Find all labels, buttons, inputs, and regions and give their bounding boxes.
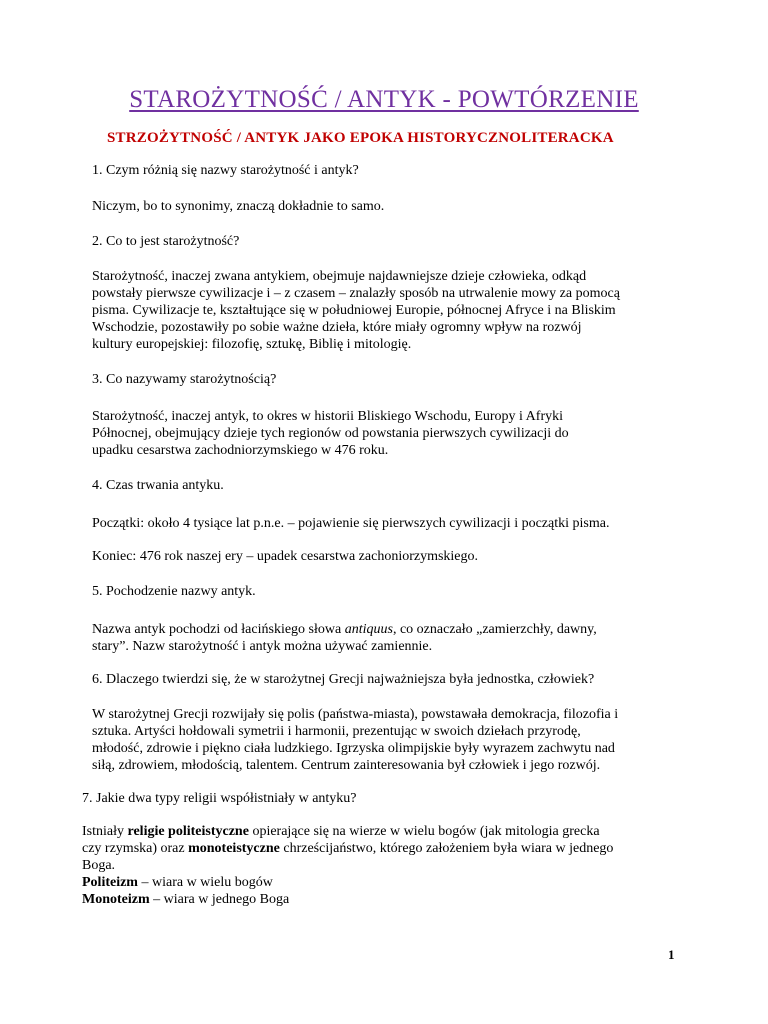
- definition-monotheism: [82, 891, 289, 909]
- answer-5-text: Nazwa antyk pochodzi od łacińskiego słowa: [92, 622, 345, 637]
- answer-7-text: chrześcijaństwo, którego założeniem była wiara w jednego: [279, 841, 614, 856]
- answer-7-line: [82, 823, 600, 841]
- answer-2-line: pisma. Cywilizacje te, kształtujące się w południowej Europie, północnej Afryce i na Bliskim: [92, 303, 616, 318]
- answer-6-line: młodość, zdrowie i piękno ciała ludzkiego. Igrzyska olimpijskie były wyrazem zachwytu nad: [92, 741, 615, 756]
- definition-text: – wiara w wielu bogów: [137, 875, 273, 890]
- answer-5-line: [92, 621, 597, 639]
- latin-word: antiquus: [344, 622, 393, 637]
- question-4: 4. Czas trwania antyku.: [92, 478, 224, 493]
- page-number: 1: [668, 947, 675, 962]
- answer-1: Niczym, bo to synonimy, znaczą dokładnie to samo.: [92, 199, 385, 214]
- answer-6-line: siłą, zdrowiem, młodością, talentem. Centrum zainteresowania był człowiek i jego rozwój.: [92, 758, 601, 773]
- answer-5-line: stary”. Nazw starożytność i antyk można używać zamiennie.: [92, 639, 433, 654]
- antiquity-start: Początki: około 4 tysiące lat p.n.e. – pojawienie się pierwszych cywilizacji i początki pisma.: [92, 516, 610, 531]
- definition-polytheism: [82, 874, 273, 892]
- term-polytheistic: religie politeistyczne: [127, 824, 249, 839]
- answer-2-line: Wschodzie, pozostawiły po sobie ważne dzieła, które miały ogromny wpływ na rozwój: [92, 320, 582, 335]
- answer-3-line: Starożytność, inaczej antyk, to okres w historii Bliskiego Wschodu, Europy i Afryki: [92, 409, 563, 424]
- answer-7-text: opierające się na wierze w wielu bogów (jak mitologia grecka: [248, 824, 600, 839]
- answer-2-line: kultury europejskiej: filozofię, sztukę, Biblię i mitologię.: [92, 337, 412, 352]
- answer-7-line: Boga.: [82, 858, 116, 873]
- question-5: 5. Pochodzenie nazwy antyk.: [92, 584, 256, 599]
- question-3: 3. Co nazywamy starożytnością?: [92, 372, 277, 387]
- question-1: 1. Czym różnią się nazwy starożytność i antyk?: [92, 163, 359, 178]
- answer-3-line: Północnej, obejmujący dzieje tych regionów od powstania pierwszych cywilizacji do: [92, 426, 569, 441]
- definition-text: – wiara w jednego Boga: [149, 892, 290, 907]
- definition-term: Politeizm: [82, 875, 138, 890]
- antiquity-end: Koniec: 476 rok naszej ery – upadek cesarstwa zachoniorzymskiego.: [92, 549, 479, 564]
- question-6: 6. Dlaczego twierdzi się, że w starożytnej Grecji najważniejsza była jednostka, człowiek?: [92, 672, 595, 687]
- answer-7-line: [82, 840, 613, 858]
- question-7: 7. Jakie dwa typy religii współistniały w antyku?: [82, 791, 357, 806]
- answer-7-text: czy rzymska) oraz: [82, 841, 189, 856]
- answer-6-line: W starożytnej Grecji rozwijały się polis (państwa-miasta), powstawała demokracja, filozofia i: [92, 707, 619, 722]
- answer-2-line: powstały pierwsze cywilizacje i – z czasem – znalazły sposób na utrwalenie mowy za pomocą: [92, 286, 620, 301]
- answer-6-line: sztuka. Artyści hołdowali symetrii i harmonii, prezentując w swoich dziełach przyrodę,: [92, 724, 581, 739]
- document-title: STAROŻYTNOŚĆ / ANTYK - POWTÓRZENIE: [129, 86, 639, 113]
- question-2: 2. Co to jest starożytność?: [92, 234, 240, 249]
- answer-2-line: Starożytność, inaczej zwana antykiem, obejmuje najdawniejsze dzieje człowieka, odkąd: [92, 269, 587, 284]
- answer-3-line: upadku cesarstwa zachodniorzymskiego w 476 roku.: [92, 443, 389, 458]
- answer-5-text: , co oznaczało „zamierzchły, dawny,: [392, 622, 597, 637]
- answer-7-text: Istniały: [82, 824, 128, 839]
- term-monotheistic: monoteistyczne: [188, 841, 280, 856]
- definition-term: Monoteizm: [82, 892, 150, 907]
- document-subtitle: STRZOŻYTNOŚĆ / ANTYK JAKO EPOKA HISTORYCZNOLITERACKA: [107, 130, 614, 146]
